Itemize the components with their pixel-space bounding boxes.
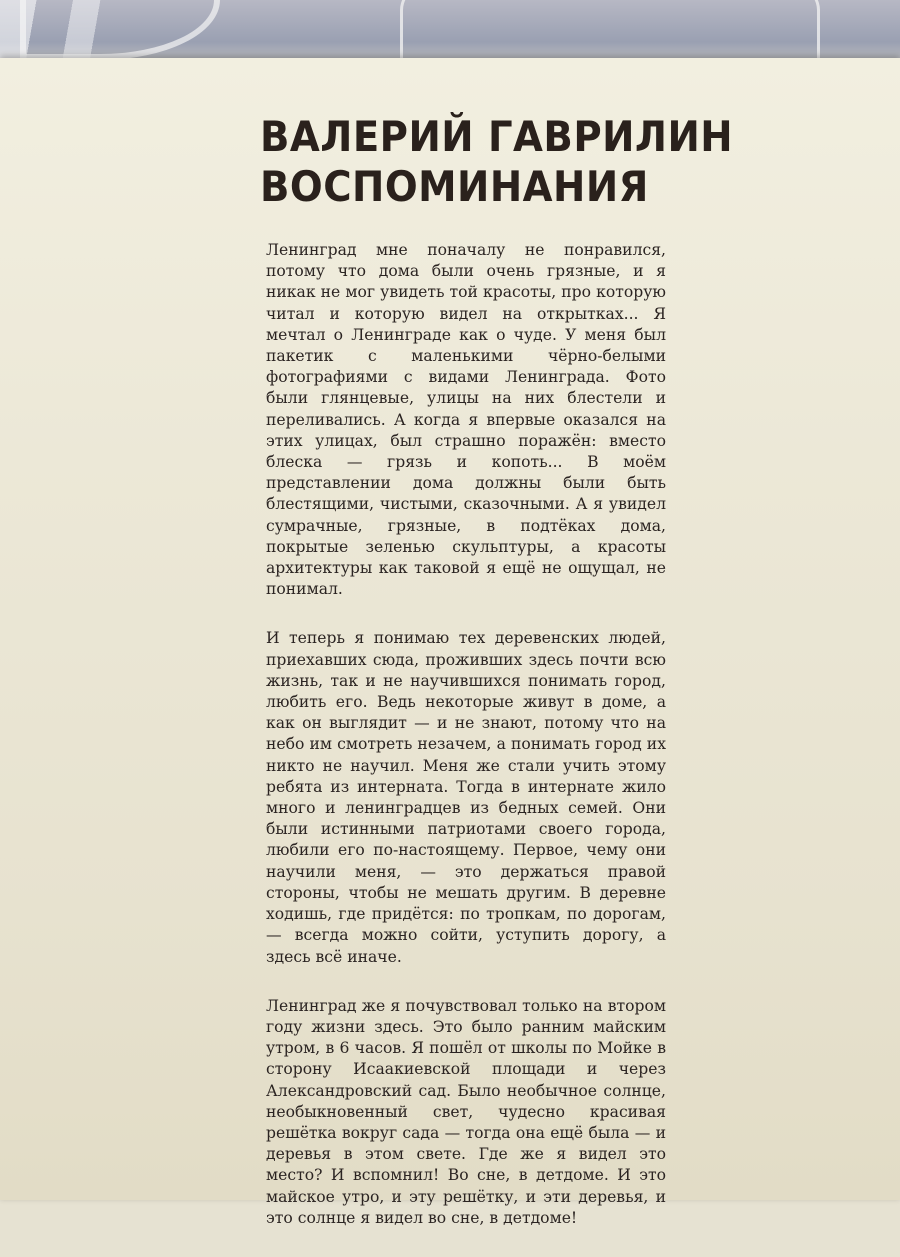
paragraph-3: Ленинград же я почувствовал только на втором году жизни здесь. Это было ранним майским утром, в 6 часов. Я пошёл от школы по Мойке в сторону Исаакиевской площади и через Александровский сад. Было необычное солнце, необыкновенный свет, чудесно красивая решётка вокруг сада — тогда она ещё была — и деревья в этом свете. Где же я видел это место? И вспомнил! Во сне, в детдоме. И это майское утро, и эту решётку, и эти деревья, и это солнце я видел во сне, в детдоме! [266, 996, 666, 1227]
window-frame [20, 0, 220, 60]
paragraph-1: Ленинград мне поначалу не понравился, потому что дома были очень грязные, и я никак не мог увидеть той красоты, про которую читал и которую видел на открытках... Я мечтал о Ленинграде как о чуде. У меня был пакетик с маленькими чёрно-белыми фотографиями с видами Ленинграда. Фото были глянцевые, улицы на них блестели и переливались. А когда я впервые оказался на этих улицах, был страшно поражён: вместо блеска — грязь и копоть... В моём представлении дома должны были быть блестящими, чистыми, сказочными. А я увидел сумрачные, грязные, в подтёках дома, покрытые зеленью скульптуры, а красоты архитектуры как таковой я ещё не ощущал, не понимал. [266, 241, 666, 599]
panel-text [266, 240, 666, 1257]
title-line-1: ВАЛЕРИЙ ГАВРИЛИН [260, 112, 734, 161]
panel-title [260, 112, 733, 212]
paragraph-2: И теперь я понимаю тех деревенских людей, приехавших сюда, проживших здесь почти всю жизнь, так и не научившихся понимать город, любить его. Ведь некоторые живут в доме, а как он выглядит — и не знают, потому что на небо им смотреть незачем, а понимать город их никто не научил. Меня же стали учить этому ребята из интерната. Тогда в интернате жило много и ленинградцев из бедных семей. Они были истинными патриотами своего города, любили его по-настоящему. Первое, чему они научили меня, — это держаться правой стороны, чтобы не мешать другим. В деревне ходишь, где придётся: по тропкам, по дорогам, — всегда можно сойти, уступить дорогу, а здесь всё иначе. [266, 629, 666, 966]
title-line-2: ВОСПОМИНАНИЯ [260, 162, 649, 211]
